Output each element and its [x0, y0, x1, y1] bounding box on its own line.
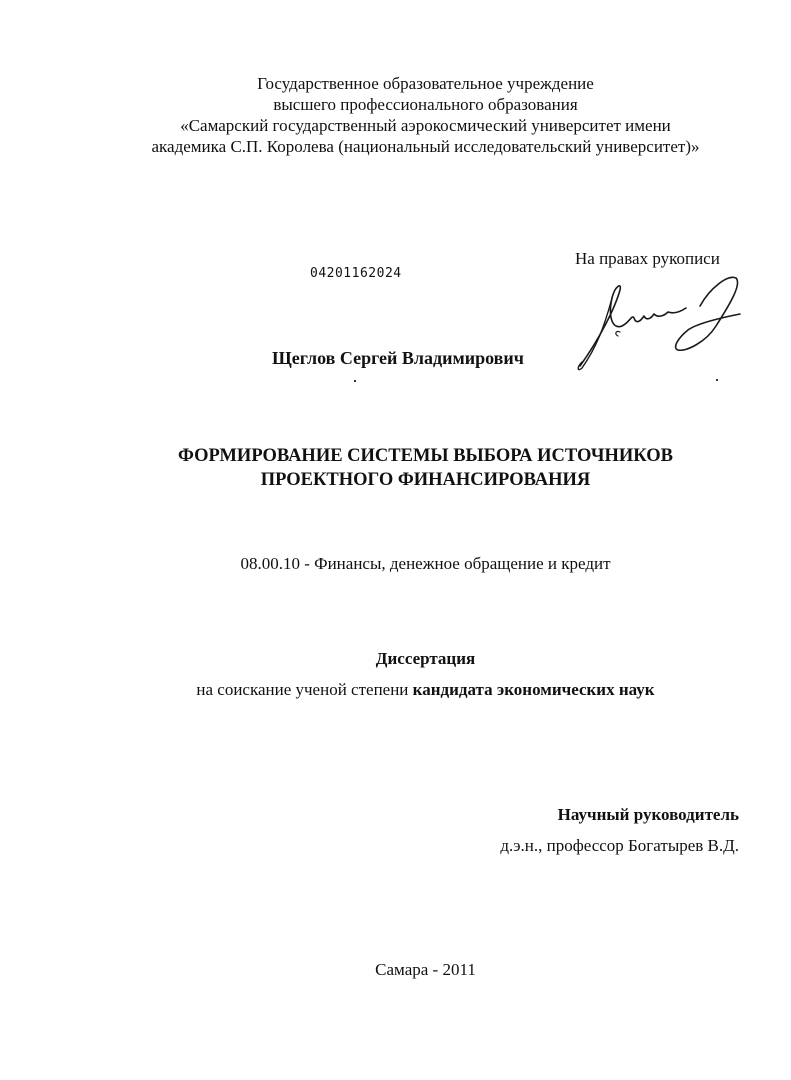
institution-line-3: «Самарский государственный аэрокосмический университет имени: [180, 116, 671, 135]
institution-line-4: академика С.П. Королева (национальный исследовательский университет)»: [151, 137, 700, 156]
scan-speck: [354, 380, 356, 382]
manuscript-label: На правах рукописи: [575, 249, 720, 268]
dissertation-title: [0, 444, 791, 492]
scan-speck: [716, 379, 718, 381]
degree-line: [0, 680, 791, 700]
institution-header: [0, 73, 791, 157]
author-name: Щеглов Сергей Владимирович: [272, 348, 524, 368]
title-line-1: ФОРМИРОВАНИЕ СИСТЕМЫ ВЫБОРА ИСТОЧНИКОВ: [178, 446, 673, 466]
city-year: Самара - 2011: [375, 960, 476, 979]
degree-prefix: на соискание ученой степени: [196, 680, 413, 699]
institution-line-2: высшего профессионального образования: [273, 95, 578, 114]
specialty: 08.00.10 - Финансы, денежное обращение и кредит: [240, 554, 611, 573]
document-code: 04201162024: [310, 266, 402, 281]
supervisor-label: Научный руководитель: [557, 805, 739, 824]
title-line-2: ПРОЕКТНОГО ФИНАНСИРОВАНИЯ: [260, 470, 591, 490]
institution-line-1: Государственное образовательное учреждение: [257, 74, 594, 93]
degree-name: кандидата экономических наук: [412, 680, 655, 699]
document-type: Диссертация: [375, 649, 476, 668]
signature-graphic: [560, 268, 750, 378]
supervisor-name: д.э.н., профессор Богатырев В.Д.: [500, 836, 739, 855]
